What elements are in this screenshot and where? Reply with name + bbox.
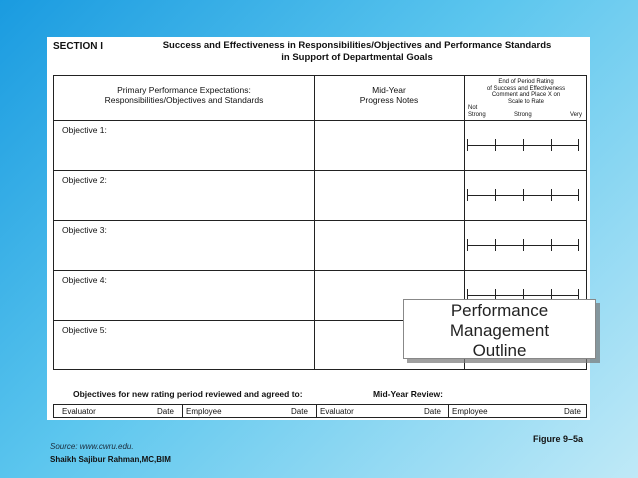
date-field[interactable]: Date (291, 407, 308, 416)
objective-label: Objective 3: (62, 225, 107, 235)
row-divider (54, 170, 586, 171)
column-header-text: Progress Notes (359, 95, 419, 105)
slide-caption-box (403, 299, 596, 359)
rating-scale[interactable] (467, 139, 579, 151)
signature-row (53, 404, 587, 418)
date-field[interactable]: Date (157, 407, 174, 416)
section-label: SECTION I (53, 41, 104, 52)
row-divider (54, 220, 586, 221)
scale-label-text: Strong (468, 111, 486, 118)
column-header-expectations (54, 85, 314, 105)
rating-scale[interactable] (467, 189, 579, 201)
column-header-text: Comment and Place X on (491, 92, 561, 98)
evaluator-field[interactable]: Evaluator (320, 407, 354, 416)
caption-line: Management (449, 321, 550, 340)
date-field[interactable]: Date (564, 407, 581, 416)
form-title-line2: in Support of Departmental Goals (281, 52, 433, 63)
objective-label: Objective 2: (62, 175, 107, 185)
agreement-section (53, 370, 587, 418)
caption-line: Outline (472, 341, 527, 360)
caption-line: Performance (450, 301, 549, 320)
form-title (147, 40, 567, 64)
objective-label: Objective 5: (62, 325, 107, 335)
column-header-text: Responsibilities/Objectives and Standards (104, 95, 264, 105)
figure-label: Figure 9–5a (533, 434, 584, 444)
appraisal-form (47, 37, 590, 420)
source-citation: Source: www.cwru.edu. (50, 442, 134, 451)
column-header-text: Primary Performance Expectations: (117, 85, 251, 95)
column-header-text: Scale to Rate (507, 98, 545, 105)
rating-scale[interactable] (467, 239, 579, 251)
row-divider (54, 120, 586, 121)
agreement-label: Objectives for new rating period reviewed and agreed to: (73, 389, 303, 399)
evaluator-field[interactable]: Evaluator (62, 407, 96, 416)
objective-label: Objective 4: (62, 275, 107, 285)
scale-label-very: Very (570, 111, 583, 118)
form-title-line1: Success and Effectiveness in Responsibilities/Objectives and Performance Standards (162, 40, 552, 51)
column-header-text: of Success and Effectiveness (486, 85, 566, 92)
scale-label-text: Not (468, 105, 478, 111)
employee-field[interactable]: Employee (186, 407, 222, 416)
scale-label-strong: Strong (514, 111, 532, 118)
scale-label-not-strong (468, 105, 486, 118)
column-header-text: End of Period Rating (498, 79, 554, 85)
date-field[interactable]: Date (424, 407, 441, 416)
author-credit: Shaikh Sajibur Rahman,MC,BIM (50, 455, 171, 464)
column-header-midyear (314, 85, 464, 105)
midyear-review-label: Mid-Year Review: (373, 389, 443, 399)
row-divider (54, 270, 586, 271)
objective-label: Objective 1: (62, 125, 107, 135)
column-header-rating (464, 79, 588, 105)
column-header-text: Mid-Year (372, 85, 406, 95)
employee-field[interactable]: Employee (452, 407, 488, 416)
